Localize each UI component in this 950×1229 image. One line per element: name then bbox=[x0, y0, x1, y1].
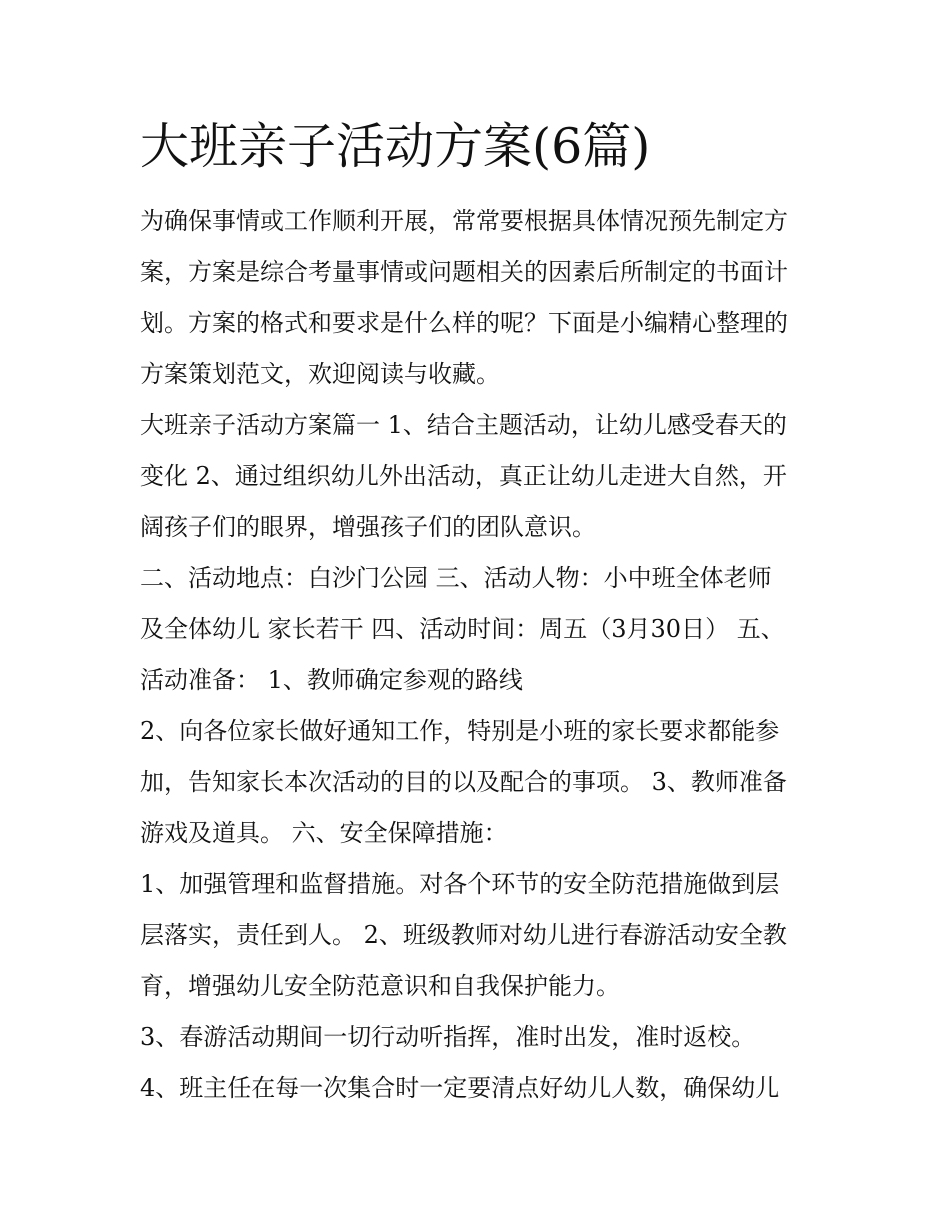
body-line: 大班亲子活动方案篇一 1、结合主题活动，让幼儿感受春天的 bbox=[140, 411, 787, 439]
body-line: 游戏及道具。 六、安全保障措施： bbox=[140, 819, 508, 847]
body-line: 方案策划范文，欢迎阅读与收藏。 bbox=[140, 360, 500, 388]
body-line: 划。方案的格式和要求是什么样的呢？下面是小编精心整理的 bbox=[140, 309, 788, 337]
body-line: 阔孩子们的眼界，增强孩子们的团队意识。 bbox=[140, 513, 596, 541]
body-line: 育，增强幼儿安全防范意识和自我保护能力。 bbox=[140, 972, 620, 1000]
body-line: 为确保事情或工作顺利开展，常常要根据具体情况预先制定方 bbox=[140, 207, 788, 235]
body-line: 及全体幼儿 家长若干 四、活动时间：周五（3月30日） 五、 bbox=[140, 615, 785, 643]
body-line: 4、班主任在每一次集合时一定要清点好幼儿人数，确保幼儿 bbox=[140, 1074, 780, 1102]
body-line: 1、加强管理和监督措施。对各个环节的安全防范措施做到层 bbox=[140, 870, 780, 898]
document-title: 大班亲子活动方案(6篇) bbox=[140, 118, 651, 175]
document-body bbox=[140, 196, 816, 1114]
body-line: 变化 2、通过组织幼儿外出活动，真正让幼儿走进大自然，开 bbox=[140, 462, 787, 490]
body-line: 3、春游活动期间一切行动听指挥，准时出发，准时返校。 bbox=[140, 1023, 756, 1051]
body-line: 2、向各位家长做好通知工作，特别是小班的家长要求都能参 bbox=[140, 717, 780, 745]
body-line: 案，方案是综合考量事情或问题相关的因素后所制定的书面计 bbox=[140, 258, 788, 286]
body-line: 层落实，责任到人。 2、班级教师对幼儿进行春游活动安全教 bbox=[140, 921, 787, 949]
body-line: 活动准备： 1、教师确定参观的路线 bbox=[140, 666, 523, 694]
body-line: 二、活动地点：白沙门公园 三、活动人物：小中班全体老师 bbox=[140, 564, 772, 592]
body-line: 加，告知家长本次活动的目的以及配合的事项。 3、教师准备 bbox=[140, 768, 787, 796]
